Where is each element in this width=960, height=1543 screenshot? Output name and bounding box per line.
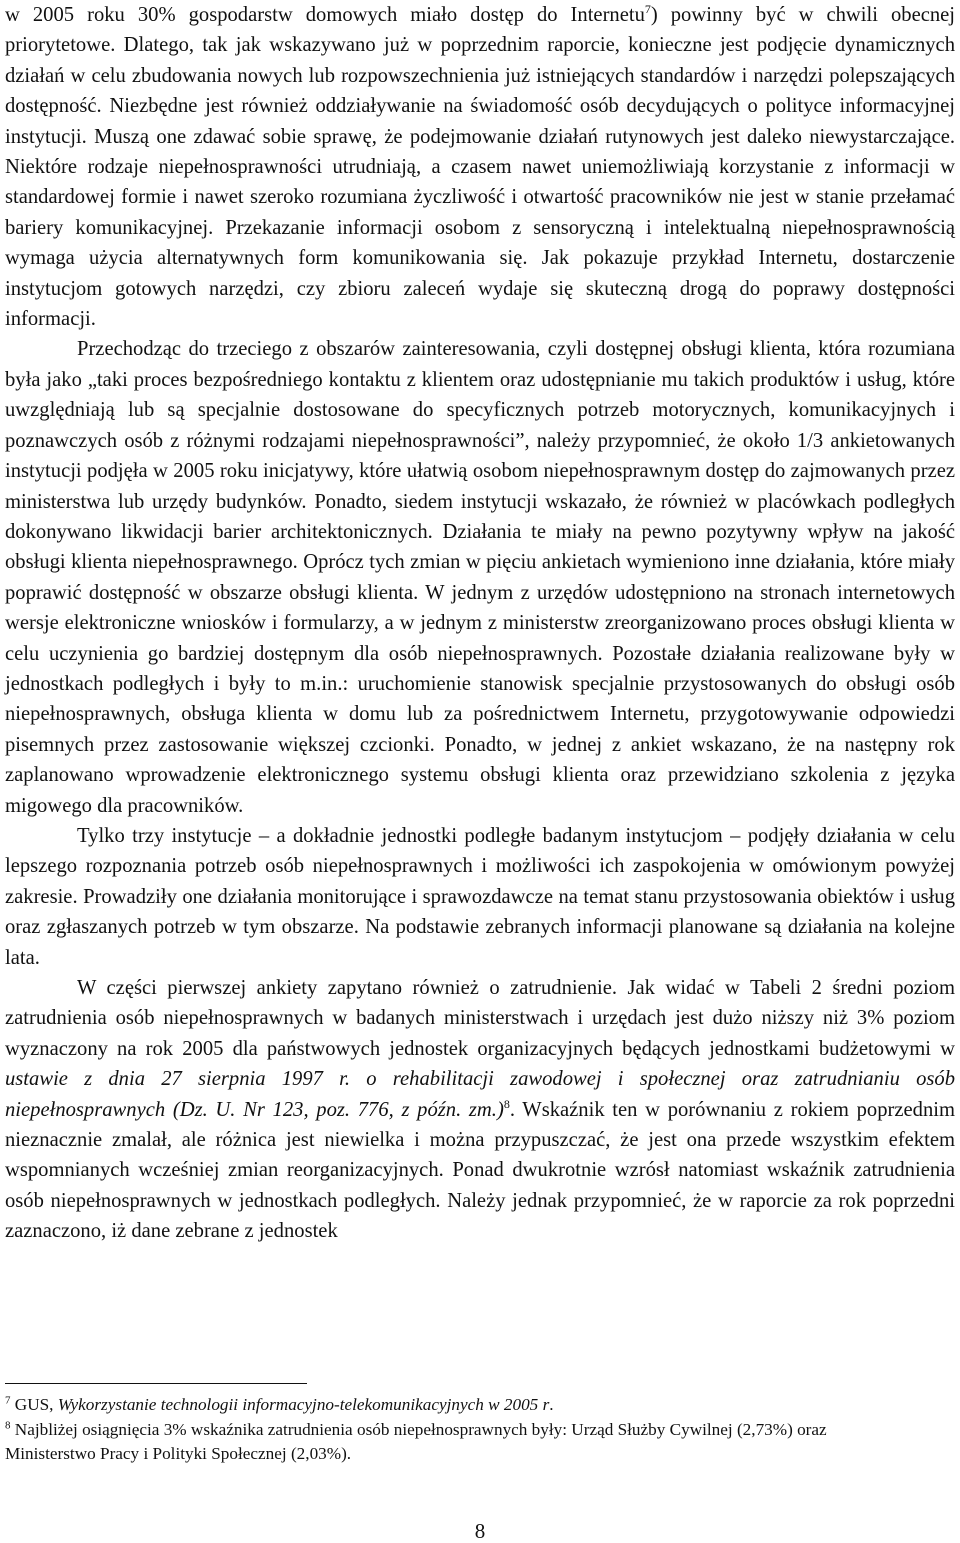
paragraph-1-text-a: w 2005 roku 30% gospodarstw domowych miało dostęp do Internetu [5, 4, 645, 26]
footnote-ref-8: 8 [503, 1096, 510, 1111]
paragraph-3: Tylko trzy instytucje – a dokładnie jednostki podległe badanym instytucjom – podjęły działania w celu lepszego rozpoznania potrzeb osób niepełnosprawnych i możliwości ich zaspokojenia w omówionym powyżej zakresie. Prowadziły one działania monitorujące i sprawozdawcze na temat stanu przystosowania obiektów i usług oraz zgłaszanych potrzeb w tym obszarze. Na podstawie zebranych informacji planowane są działania na kolejne lata. [5, 824, 955, 969]
paragraph-4-text-b: . Wskaźnik ten w porównaniu z rokiem poprzednim nieznacznie zmalał, ale różnica jest niewielka i można przypuszczać, że jest ona przede wszystkim efektem wspomnianych wcześniej zmian reorganizacyjnych. Ponad dwukrotnie wzrósł natomiast wskaźnik zatrudnienia osób niepełnosprawnych w jednostkach podległych. Należy jednak przypomnieć, że w raporcie za rok poprzedni zaznaczono, iż dane zebrane z jednostek [5, 1098, 955, 1243]
footnote-number: 8 [5, 1418, 11, 1431]
law-citation: ustawie z dnia 27 sierpnia 1997 r. o rehabilitacji zawodowej i społecznej oraz zatrudnianiu osób niepełnosprawnych (Dz. U. Nr 123, poz. 776, z późn. zm.) [5, 1068, 955, 1121]
footnote-title: Wykorzystanie technologii informacyjno-telekomunikacyjnych w 2005 r [57, 1395, 550, 1414]
footnote-text: Najbliżej osiągnięcia 3% wskaźnika zatrudnienia osób niepełnosprawnych były: Urząd Służby Cywilnej (2,73%) oraz Ministerstwo Pracy i Polityki Społecznej (2,03%). [5, 1419, 827, 1463]
footnote-number: 7 [5, 1394, 11, 1407]
footnote-text: GUS, [10, 1395, 58, 1414]
footnote-7 [5, 1393, 905, 1418]
page-number: 8 [474, 1519, 486, 1543]
footnote-8 [5, 1418, 905, 1467]
main-text [5, 0, 955, 1247]
paragraph-1-text-b: ) powinny być w chwili obecnej priorytetowe. Dlatego, tak jak wskazywano już w poprzednim raporcie, konieczne jest podjęcie dynamicznych działań w celu zbudowania nowych lub rozpowszechnienia już istniejących standardów i narzędzi polepszających dostępność. Niezbędne jest również oddziaływanie na świadomość osób decydujących o polityce informacyjnej instytucji. Muszą one zdawać sobie sprawę, że podejmowanie działań rutynowych jest daleko niewystarczające. Niektóre rodzaje niepełnosprawności utrudniają, a czasem nawet uniemożliwiają korzystanie z informacji w standardowej formie i nawet szeroko rozumiana życzliwość i otwartość pracowników nie jest w stanie przełamać bariery komunikacyjnej. Przekazanie informacji osobom z sensoryczną i intelektualną niepełnosprawnością wymaga użycia alternatywnych form komunikowania się. Jak pokazuje przykład Internetu, dostarczenie instytucjom gotowych narzędzi, czy zbioru zaleceń wydaje się skuteczną drogą do poprawy dostępności informacji. [5, 4, 956, 331]
paragraph-2: Przechodząc do trzeciego z obszarów zainteresowania, czyli dostępnej obsługi klienta, która rozumiana była jako „taki proces bezpośredniego kontaktu z klientem oraz udostępnianie mu takich produktów i usług, które uwzględniają lub są specjalnie dostosowane do specyficznych potrzeb motorycznych, komunikacyjnych i poznawczych osób z różnymi rodzajami niepełnosprawności”, należy przypomnieć, że około 1/3 ankietowanych instytucji podjęła w 2005 roku inicjatywy, które ułatwią osobom niepełnosprawnym dostęp do zajmowanych przez ministerstwa lub urzędy budynków. Ponadto, siedem instytucji wskazało, że również w placówkach podległych dokonywano likwidacji barier architektonicznych. Działania te miały na pewno pozytywny wpływ na jakość obsługi klienta niepełnosprawnego. Oprócz tych zmian w pięciu ankietach wymieniono inne działania, które miały poprawić dostępność w obszarze obsługi klienta. W jednym z urzędów udostępniono na stronach internetowych wersje elektroniczne wniosków i formularzy, a w jednym z ministerstw zreorganizowano proces obsługi klienta w celu uczynienia go bardziej dostępnym dla osób niepełnosprawnych. Pozostałe działania realizowane były w jednostkach podległych i były to m.in.: uruchomienie stanowisk specjalnie przystosowanych do obsługi osób niepełnosprawnych, obsługa klienta w domu lub za pośrednictwem Internetu, przygotowywanie odpowiedzi pisemnych przez zastosowanie większej czcionki. Ponadto, w jednej z ankiet wskazano, że na następny rok zaplanowano wprowadzenie elektronicznego systemu obsługi klienta oraz przewidziano szkolenia z języka migowego dla pracowników. [5, 338, 955, 817]
footnote-ref-7: 7 [644, 2, 651, 17]
footnotes [5, 1393, 905, 1467]
footnote-tail: . [549, 1395, 554, 1414]
paragraph-1 [5, 0, 955, 334]
paragraph-4 [5, 973, 955, 1247]
paragraph-4-text-a: W części pierwszej ankiety zapytano również o zatrudnienie. Jak widać w Tabeli 2 średni poziom zatrudnienia osób niepełnosprawnych w badanych ministerstwach i urzędach jest dużo niższy niż 3% poziom wyznaczony na rok 2005 dla państwowych jednostek organizacyjnych będących jednostkami budżetowymi w [5, 977, 955, 1060]
document-page [5, 0, 956, 1463]
footnote-separator [5, 1383, 307, 1384]
